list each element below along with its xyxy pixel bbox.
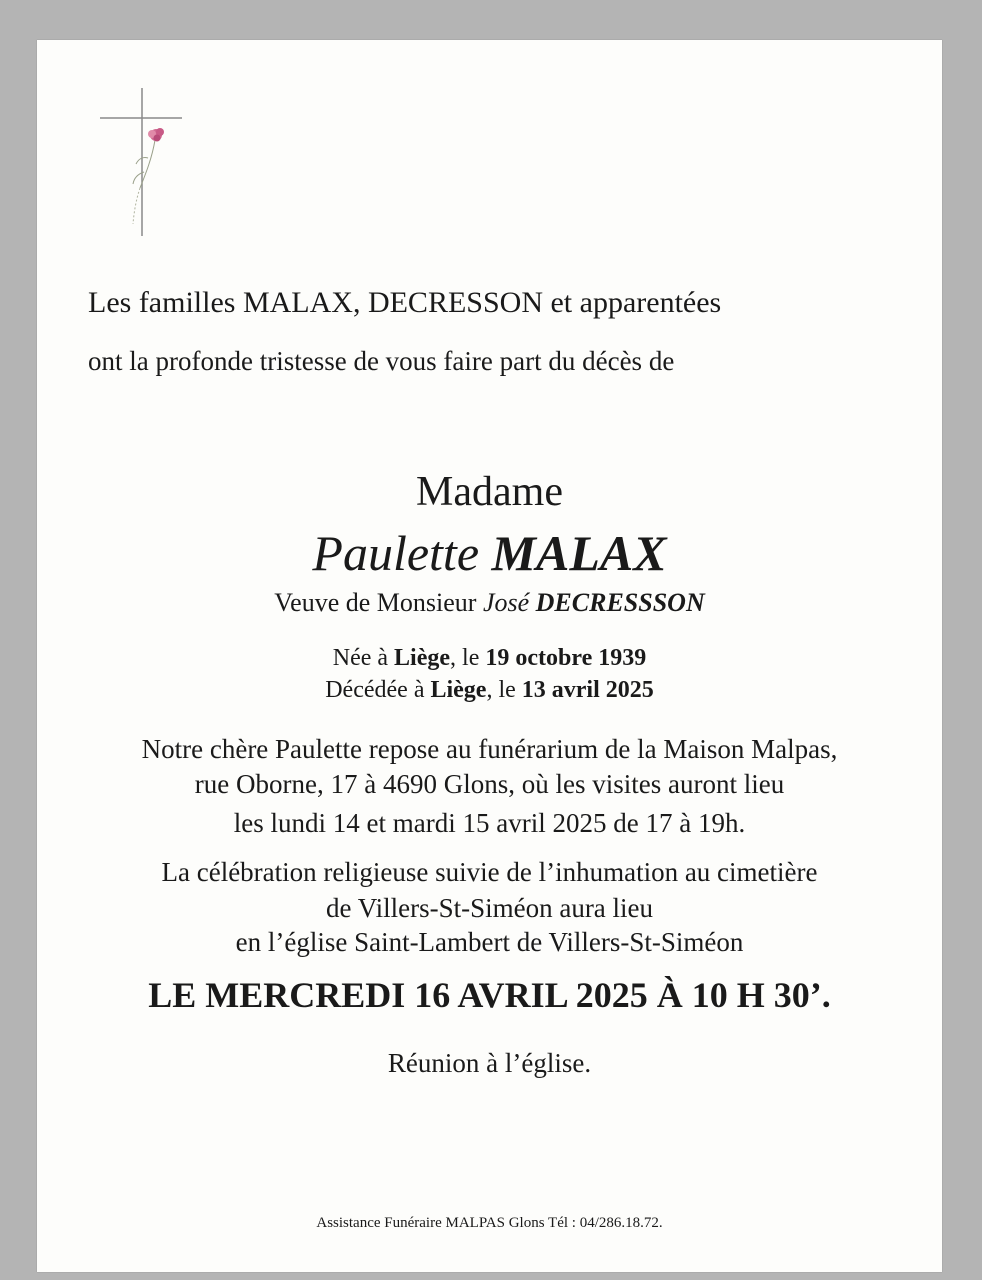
- ceremony-line-2: de Villers-St-Siméon aura lieu: [325, 893, 654, 923]
- death-date: 13 avril 2025: [521, 677, 654, 703]
- death-place: Liège: [430, 677, 487, 703]
- ceremony-line-1: La célébration religieuse suivie de l’inhumation au cimetière: [161, 857, 818, 887]
- birth-date: 19 octobre 1939: [485, 645, 647, 671]
- death-line: [37, 677, 942, 704]
- widow-first-name: José: [482, 588, 530, 617]
- widow-last-name: DECRESSSON: [535, 588, 705, 617]
- widow-prefix: Veuve de Monsieur: [274, 588, 477, 617]
- visits-line-1: Notre chère Paulette repose au funérarium de la Maison Malpas,: [141, 734, 838, 764]
- visits-line-2: rue Oborne, 17 à 4690 Glons, où les visites auront lieu: [194, 769, 785, 799]
- birth-prefix: Née à: [332, 645, 389, 671]
- birth-line: [37, 645, 942, 672]
- deceased-first-name: Paulette: [312, 525, 480, 581]
- birth-mid: , le: [450, 645, 480, 671]
- birth-place: Liège: [394, 645, 451, 671]
- footer-contact: Assistance Funéraire MALPAS Glons Tél : 04/286.18.72.: [316, 1215, 663, 1231]
- widow-line: [37, 588, 942, 618]
- intro-line-1: Les familles MALAX, DECRESSON et apparentées: [88, 286, 722, 319]
- intro-line-2: ont la profonde tristesse de vous faire part du décès de: [88, 346, 675, 376]
- gathering-line: Réunion à l’église.: [387, 1048, 592, 1078]
- ceremony-date-line: LE MERCREDI 16 AVRIL 2025 À 10 H 30’.: [148, 975, 831, 1015]
- deceased-title: Madame: [416, 469, 563, 515]
- death-prefix: Décédée à: [325, 677, 425, 703]
- death-mid: , le: [486, 677, 516, 703]
- ceremony-line-3: en l’église Saint-Lambert de Villers-St-Siméon: [235, 927, 744, 957]
- cross-with-rose-icon: [100, 88, 190, 238]
- visits-line-3: les lundi 14 et mardi 15 avril 2025 de 17 à 19h.: [233, 808, 746, 838]
- deceased-last-name: MALAX: [491, 525, 667, 581]
- deceased-name: [37, 524, 942, 582]
